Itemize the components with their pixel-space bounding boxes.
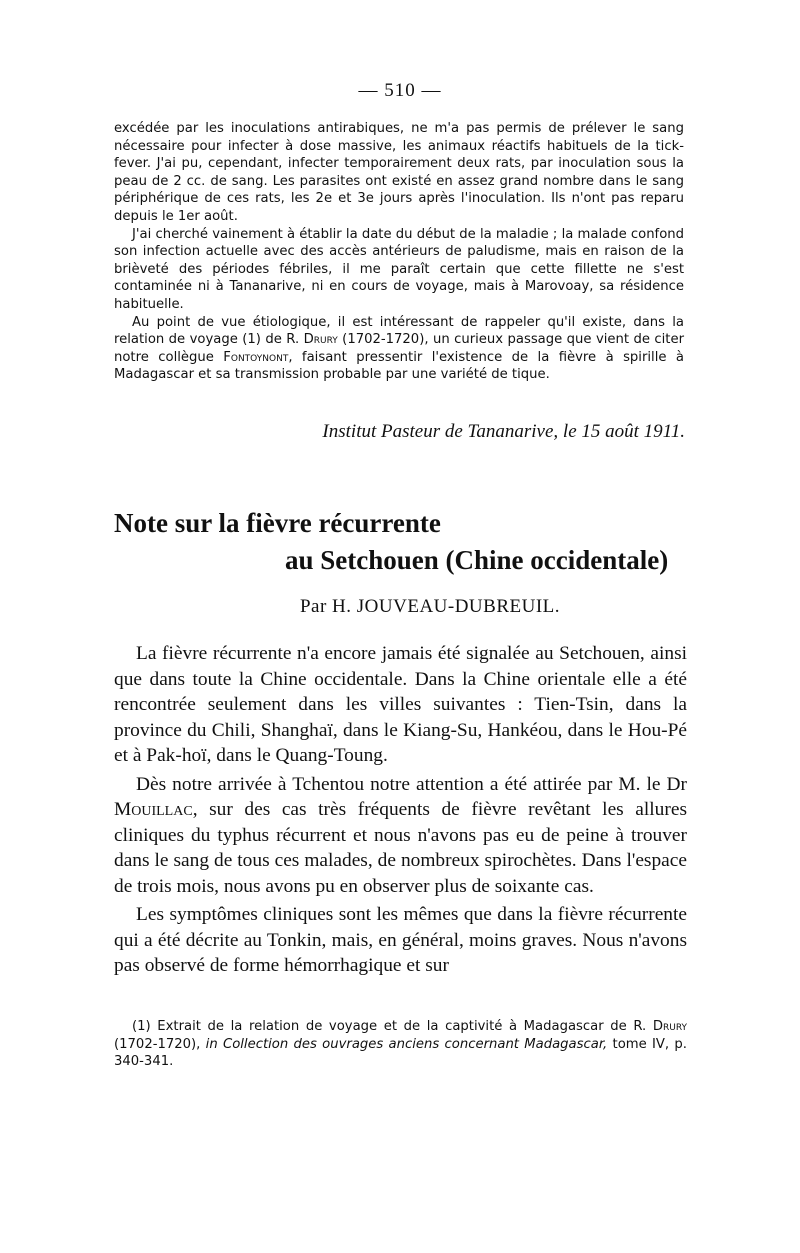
author-name: Drury (303, 332, 338, 348)
previous-article-text (114, 120, 684, 384)
article-title-line-2: au Setchouen (Chine occidentale) (285, 545, 669, 575)
page-number: — 510 — (358, 80, 442, 101)
author-name: Fontoynont (223, 349, 289, 365)
author-name: Drury (652, 1019, 687, 1034)
paragraph: Dès notre arrivée à Tchentou notre attention a été attirée par M. le Dr Mouillac, sur des cas très fréquents de fièvre revêtant les allures cliniques du typhus récurrent et nous n'avons pas eu de peine à trouver dans le sang de tous ces malades, de nombreux spirochètes. Dans l'espace de trois mois, nous avons pu en observer plus de soixante cas. (114, 773, 687, 897)
paragraph: Les symptômes cliniques sont les mêmes que dans la fièvre récurrente qui a été décrite au Tonkin, mais, en général, moins graves. Nous n'avons pas observé de forme hémorrhagique et sur (114, 904, 687, 976)
paragraph: J'ai cherché vainement à établir la date du début de la maladie ; la malade confond son infection actuelle avec des accès antérieurs de paludisme, mais en raison de la brièveté des périodes fébriles, il me paraît certain que cette fillette ne s'est contaminée ni à Tananarive, ni en cours de voyage, mais à Marovoay, sa résidence habituelle. (114, 226, 684, 312)
person-name: Mouillac (114, 799, 193, 820)
signature-line: Institut Pasteur de Tananarive, le 15 août 1911. (322, 421, 685, 442)
footnote: (1) Extrait de la relation de voyage et de la captivité à Madagascar de R. Drury (1702-1720), in Collection des ouvrages anciens concernant Madagascar, tome IV, p. 340-341. (114, 1019, 687, 1070)
article-title-line-1: Note sur la fièvre récurrente (114, 508, 441, 538)
article-body (114, 641, 687, 979)
paragraph: La fièvre récurrente n'a encore jamais été signalée au Setchouen, ainsi que dans toute la Chine occidentale. Dans la Chine orientale elle a été rencontrée seulement dans les villes suivantes : Tien-Tsin, dans la province du Chili, Shanghaï, dans le Kiang-Su, Hankéou, dans le Hou-Pé et à Pak-hoï, dans le Quang-Toung. (114, 643, 687, 766)
article-author: Par H. JOUVEAU-DUBREUIL. (299, 596, 561, 617)
source-title: in Collection des ouvrages anciens concernant Madagascar, (205, 1036, 608, 1052)
paragraph: excédée par les inoculations antirabiques, ne m'a pas permis de prélever le sang nécessaire pour infecter à dose massive, les animaux réactifs habituels de la tick-fever. J'ai pu, cependant, infecter temporairement deux rats, par inoculation sous la peau de 2 cc. de sang. Les parasites ont existé en assez grand nombre dans le sang périphérique de ces rats, les 2e et 3e jours après l'inoculation. Ils n'ont pas reparu depuis le 1er août. (114, 121, 684, 224)
paragraph: Au point de vue étiologique, il est intéressant de rappeler qu'il existe, dans la relation de voyage (1) de R. Drury (1702-1720), un curieux passage que vient de citer notre collègue Fontoynont, faisant pressentir l'existence de la fièvre à spirille à Madagascar et sa transmission probable par une variété de tique. (114, 314, 684, 383)
